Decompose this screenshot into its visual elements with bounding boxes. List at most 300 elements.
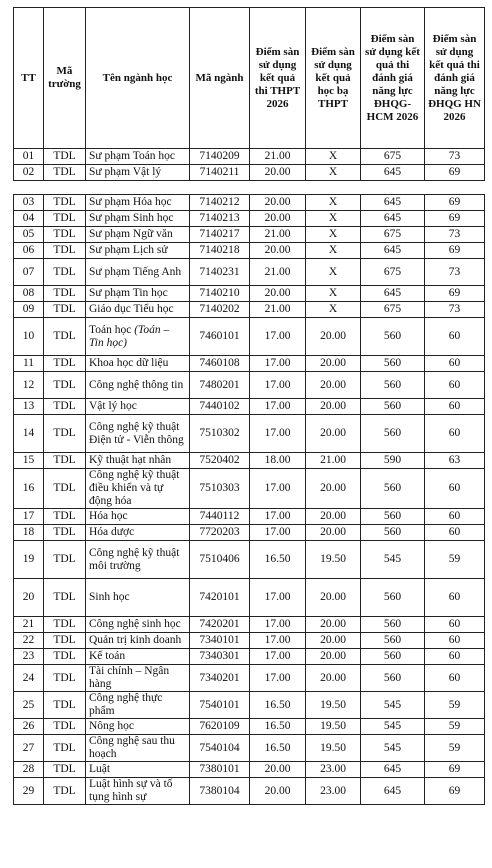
major-name-cell [86,165,190,181]
transcript-score: 20.00 [320,618,346,630]
major-code-cell [190,259,250,286]
major-code: 7340101 [199,634,240,646]
thpt-score-cell [250,633,306,649]
hn-score-cell [425,665,485,692]
transcript-score-cell [306,579,361,617]
transcript-score-cell [306,719,361,735]
major-name: Công nghệ thực phẩm [89,692,163,717]
row-number: 29 [22,784,35,797]
transcript-score-cell [306,318,361,356]
table-row [14,195,485,211]
school-code: TDL [53,650,76,662]
transcript-score: 19.50 [320,720,346,732]
thpt-score-cell [250,617,306,633]
row-number-cell [14,243,44,259]
hn-score: 60 [448,400,461,412]
row-number: 18 [22,526,35,538]
school-code-cell [44,762,86,778]
hn-score: 69 [448,196,461,208]
thpt-score-cell [250,372,306,399]
row-number: 05 [22,228,35,240]
hn-score-cell [425,649,485,665]
transcript-score-cell [306,541,361,579]
transcript-score: 20.00 [320,510,346,522]
school-code-cell [44,735,86,762]
transcript-score: 20.00 [320,378,346,391]
hcm-score-cell [361,469,425,509]
transcript-score-cell [306,211,361,227]
hn-score-cell [425,227,485,243]
major-code-cell [190,318,250,356]
major-name: Hóa dược [89,526,135,538]
thpt-score-cell [250,302,306,318]
transcript-score-cell [306,762,361,778]
thpt-score-cell [250,762,306,778]
row-number: 14 [22,427,35,439]
major-code-cell [190,227,250,243]
thpt-score-cell [250,259,306,286]
row-number: 17 [22,510,35,522]
row-number: 21 [22,618,35,630]
school-code-cell [44,286,86,302]
major-code-cell [190,525,250,541]
transcript-score-cell [306,399,361,415]
major-code: 7340201 [199,671,240,684]
table-row [14,541,485,579]
hcm-score-cell [361,195,425,211]
major-code: 7510302 [199,427,240,439]
major-code-cell [190,149,250,165]
school-code: TDL [53,244,76,256]
row-number: 26 [22,720,35,732]
school-code-cell [44,453,86,469]
col-header-thpt-score: Điểm sàn sử dụng kết quả thi THPT 2026 [250,8,306,149]
thpt-score: 17.00 [264,618,291,630]
thpt-score: 18.00 [264,454,291,466]
major-code: 7340301 [199,650,240,662]
school-code-cell [44,149,86,165]
major-name-cell [86,399,190,415]
thpt-score-cell [250,356,306,372]
school-code-cell [44,579,86,617]
thpt-score: 16.50 [264,698,291,711]
row-number-cell [14,286,44,302]
hn-score: 59 [448,741,461,754]
major-name: Công nghệ kỹ thuật môi trường [89,546,180,572]
major-code: 7140213 [199,212,240,224]
table-row [14,525,485,541]
admission-table-header-part [13,7,485,181]
school-code: TDL [53,378,76,391]
school-code: TDL [53,330,76,342]
major-code: 7420101 [199,591,240,603]
row-number: 20 [22,591,35,603]
row-number-cell [14,509,44,525]
thpt-score: 17.00 [264,671,291,684]
table-row [14,243,485,259]
table-row [14,227,485,243]
major-code-cell [190,633,250,649]
col-header-transcript-score: Điểm sàn sử dụng kết quả học bạ THPT [306,8,361,149]
row-number: 04 [22,212,35,224]
hn-score-cell [425,453,485,469]
row-number-cell [14,453,44,469]
school-code-cell [44,227,86,243]
major-name: Luật hình sự và tố tụng hình sự [89,778,173,803]
thpt-score-cell [250,579,306,617]
school-code-cell [44,719,86,735]
hcm-score: 675 [383,303,402,315]
hn-score-cell [425,469,485,509]
thpt-score: 16.50 [264,741,291,754]
thpt-score-cell [250,735,306,762]
school-code: TDL [53,454,76,466]
major-name: Công nghệ kỹ thuật Điện tử - Viễn thông [89,420,184,446]
hn-score-cell [425,617,485,633]
hn-score: 60 [448,378,461,391]
thpt-score: 20.00 [264,763,291,775]
major-name: Sư phạm Lịch sử [89,244,168,256]
major-name-cell [86,649,190,665]
major-code-cell [190,302,250,318]
table-row [14,302,485,318]
major-name: Công nghệ thông tin [89,378,184,391]
school-code-cell [44,211,86,227]
hcm-score-cell [361,617,425,633]
major-name: Quản trị kinh doanh [89,634,182,646]
row-number-cell [14,665,44,692]
thpt-score: 17.00 [264,427,291,439]
transcript-score-cell [306,665,361,692]
hcm-score: 560 [383,400,402,412]
transcript-score: 20.00 [320,650,346,662]
row-number-cell [14,617,44,633]
table-row [14,778,485,805]
transcript-score-cell [306,469,361,509]
transcript-score: 20.00 [320,400,346,412]
major-name: Sư phạm Tin học [89,287,168,299]
transcript-score-cell [306,735,361,762]
major-code-cell [190,399,250,415]
table-row [14,509,485,525]
hn-score: 73 [448,265,461,278]
major-name: Toán học [89,323,135,336]
table-row [14,762,485,778]
major-name-cell [86,735,190,762]
school-code: TDL [53,763,76,775]
hn-score: 60 [448,650,461,662]
school-code-cell [44,778,86,805]
transcript-score: X [328,244,338,256]
hcm-score: 545 [383,741,402,754]
transcript-score: 23.00 [320,784,346,797]
table-row [14,211,485,227]
thpt-score: 21.00 [264,303,291,315]
transcript-score: X [328,166,338,178]
table-row [14,453,485,469]
row-number-cell [14,302,44,318]
thpt-score: 17.00 [264,510,291,522]
table-row [14,356,485,372]
hcm-score: 675 [383,228,402,240]
major-name-cell [86,453,190,469]
major-name: Công nghệ sau thu hoạch [89,735,175,760]
hcm-score-cell [361,243,425,259]
row-number: 28 [22,763,35,775]
major-code-cell [190,165,250,181]
major-name-cell [86,665,190,692]
transcript-score: 21.00 [320,454,346,466]
major-code: 7140210 [199,287,240,299]
transcript-score: 19.50 [320,553,346,565]
hcm-score: 560 [383,482,402,494]
row-number-cell [14,399,44,415]
thpt-score: 20.00 [264,196,291,208]
transcript-score: X [328,212,338,224]
transcript-score: 20.00 [320,357,346,369]
hcm-score: 545 [383,698,402,711]
col-header-tt: TT [14,8,44,149]
major-code: 7620109 [199,720,240,732]
thpt-score: 20.00 [264,784,291,797]
transcript-score: X [328,150,338,162]
hn-score-cell [425,195,485,211]
thpt-score: 17.00 [264,482,291,494]
transcript-score-cell [306,617,361,633]
row-number-cell [14,735,44,762]
school-code-cell [44,165,86,181]
major-name: Khoa học dữ liệu [89,357,169,369]
hn-score: 59 [448,720,461,732]
school-code-cell [44,692,86,719]
hn-score: 63 [448,454,461,466]
row-number-cell [14,525,44,541]
hcm-score-cell [361,399,425,415]
table-row [14,399,485,415]
hcm-score-cell [361,211,425,227]
transcript-score-cell [306,415,361,453]
thpt-score-cell [250,195,306,211]
major-name: Sư phạm Sinh học [89,212,174,224]
hcm-score: 560 [383,526,402,538]
row-number: 16 [22,482,35,494]
school-code-cell [44,372,86,399]
row-number-cell [14,633,44,649]
transcript-score: X [328,265,338,278]
school-code: TDL [53,357,76,369]
thpt-score: 16.50 [264,553,291,565]
hn-score-cell [425,541,485,579]
school-code-cell [44,617,86,633]
hn-score: 59 [448,698,461,711]
hcm-score-cell [361,509,425,525]
table-row [14,665,485,692]
thpt-score-cell [250,165,306,181]
major-code-cell [190,469,250,509]
transcript-score-cell [306,195,361,211]
major-code: 7720203 [199,526,240,538]
school-code: TDL [53,553,76,565]
hcm-score-cell [361,762,425,778]
major-code: 7140209 [199,150,240,162]
thpt-score: 17.00 [264,330,291,342]
major-name-cell [86,149,190,165]
hn-score: 69 [448,763,461,775]
thpt-score: 21.00 [264,265,291,278]
row-number: 27 [22,741,35,754]
thpt-score: 17.00 [264,378,291,391]
major-code: 7420201 [199,618,240,630]
thpt-score: 17.00 [264,591,291,603]
hn-score-cell [425,318,485,356]
thpt-score-cell [250,692,306,719]
table-row [14,165,485,181]
major-code-cell [190,735,250,762]
hn-score: 73 [448,228,461,240]
school-code: TDL [53,287,76,299]
transcript-score: 23.00 [320,763,346,775]
major-name: Hóa học [89,510,128,522]
row-number-cell [14,719,44,735]
major-code-cell [190,762,250,778]
thpt-score-cell [250,649,306,665]
hcm-score-cell [361,453,425,469]
row-number: 25 [22,698,35,711]
hn-score: 60 [448,510,461,522]
school-code: TDL [53,400,76,412]
hcm-score: 560 [383,591,402,603]
transcript-score-cell [306,692,361,719]
major-code: 7510406 [199,553,240,565]
hn-score: 60 [448,482,461,494]
hcm-score: 645 [383,784,402,797]
school-code: TDL [53,482,76,494]
major-code-cell [190,579,250,617]
hn-score-cell [425,372,485,399]
major-name-cell [86,211,190,227]
table-row [14,633,485,649]
hcm-score: 645 [383,196,402,208]
hcm-score-cell [361,302,425,318]
major-name-cell [86,195,190,211]
major-code: 7520402 [199,454,240,466]
major-code-cell [190,211,250,227]
thpt-score-cell [250,665,306,692]
hn-score-cell [425,735,485,762]
major-name: Sinh học [89,591,130,603]
hcm-score: 560 [383,634,402,646]
thpt-score-cell [250,509,306,525]
thpt-score: 17.00 [264,650,291,662]
hn-score-cell [425,286,485,302]
hcm-score-cell [361,525,425,541]
hcm-score-cell [361,149,425,165]
major-name: Tài chính – Ngân hàng [89,665,170,690]
hcm-score-cell [361,286,425,302]
major-name-cell [86,633,190,649]
school-code-cell [44,415,86,453]
hn-score-cell [425,149,485,165]
table-row [14,149,485,165]
school-code: TDL [53,698,76,711]
major-code: 7540104 [199,741,240,754]
school-code: TDL [53,166,76,178]
major-code: 7140211 [199,166,240,178]
major-code: 7480201 [199,378,240,391]
transcript-score-cell [306,525,361,541]
school-code-cell [44,318,86,356]
row-number: 24 [22,671,35,684]
row-number-cell [14,195,44,211]
hcm-score-cell [361,372,425,399]
major-code-cell [190,372,250,399]
thpt-score: 20.00 [264,166,291,178]
major-code: 7380101 [199,763,240,775]
major-code-cell [190,286,250,302]
hn-score: 60 [448,427,461,439]
major-code: 7380104 [199,784,240,797]
major-name-cell [86,318,190,356]
school-code-cell [44,649,86,665]
transcript-score: 19.50 [320,741,346,754]
row-number-cell [14,372,44,399]
table-row [14,579,485,617]
hcm-score: 645 [383,244,402,256]
hcm-score: 560 [383,671,402,684]
major-code: 7140202 [199,303,240,315]
major-code-cell [190,617,250,633]
transcript-score: 20.00 [320,526,346,538]
hcm-score-cell [361,318,425,356]
school-code: TDL [53,634,76,646]
transcript-score-cell [306,509,361,525]
hcm-score: 675 [383,265,402,278]
major-name-cell [86,509,190,525]
major-name: Công nghệ kỹ thuật điều khiển và tự động hóa [89,469,180,507]
transcript-score-cell [306,372,361,399]
table-row [14,415,485,453]
school-code-cell [44,541,86,579]
transcript-score-cell [306,453,361,469]
major-name-cell [86,762,190,778]
major-code-cell [190,541,250,579]
thpt-score: 20.00 [264,212,291,224]
col-header-hn-score: Điểm sàn sử dụng kết quả thi đánh giá năng lực ĐHQG HN 2026 [425,8,485,149]
major-name-cell [86,469,190,509]
thpt-score: 20.00 [264,244,291,256]
hn-score: 69 [448,287,461,299]
row-number: 19 [22,553,35,565]
school-code: TDL [53,150,76,162]
transcript-score: 20.00 [320,634,346,646]
hn-score: 59 [448,553,461,565]
hn-score: 69 [448,244,461,256]
admission-table [13,194,485,805]
hn-score-cell [425,243,485,259]
major-code: 7460108 [199,357,240,369]
major-name-cell [86,692,190,719]
hn-score: 73 [448,150,461,162]
school-code: TDL [53,196,76,208]
row-number: 07 [22,265,35,278]
header-row [14,8,485,149]
thpt-score-cell [250,719,306,735]
hn-score-cell [425,719,485,735]
row-number-cell [14,692,44,719]
major-name: Luật [89,763,111,775]
transcript-score-cell [306,165,361,181]
col-header-school-code: Mã trường [44,8,86,149]
